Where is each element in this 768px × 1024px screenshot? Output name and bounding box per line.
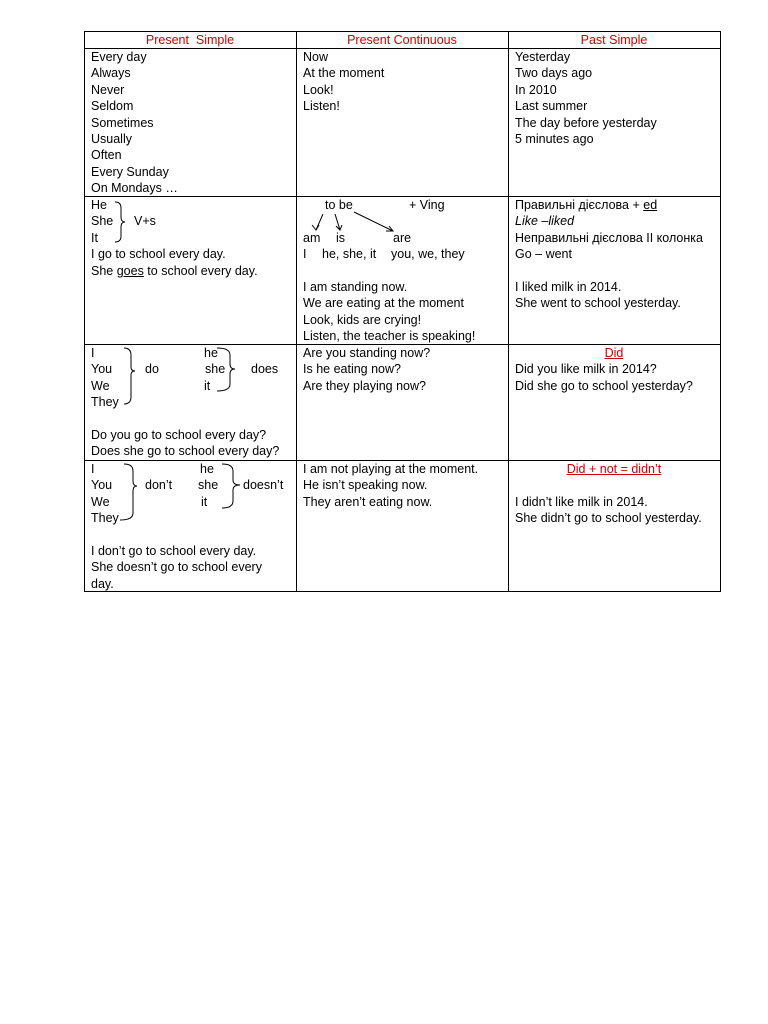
pronoun-she: She bbox=[91, 214, 114, 228]
example-sentence: She didn’t go to school yesterday. bbox=[515, 511, 702, 526]
example-sentence: She went to school yesterday. bbox=[515, 296, 681, 310]
list-item: The day before yesterday bbox=[515, 115, 657, 130]
pronoun-he: He bbox=[91, 198, 107, 212]
pronoun-you: You bbox=[91, 362, 113, 376]
pronoun-i: I bbox=[303, 247, 307, 261]
list-item: At the moment bbox=[303, 66, 385, 81]
example-sentence: I didn’t like milk in 2014. bbox=[515, 494, 648, 509]
header-present-continuous: Present Continuous bbox=[347, 33, 457, 47]
regular-verbs-rule: Правильні дієслова + ed bbox=[515, 198, 658, 212]
to-be-label: to be bbox=[325, 198, 353, 212]
pronoun-i: I bbox=[91, 462, 95, 476]
pronoun-it: It bbox=[91, 231, 98, 245]
list-item: In 2010 bbox=[515, 82, 557, 97]
is-label: is bbox=[336, 231, 346, 245]
pronoun-they: They bbox=[91, 511, 119, 525]
list-item: Now bbox=[303, 50, 329, 64]
example-sentence: They aren’t eating now. bbox=[303, 494, 433, 509]
pronoun-you-we-they: you, we, they bbox=[391, 247, 465, 261]
list-item: Last summer bbox=[515, 99, 588, 114]
list-item: On Mondays … bbox=[91, 181, 178, 196]
r1-present-continuous-markers bbox=[303, 49, 384, 115]
aux-dont: don’t bbox=[145, 478, 173, 492]
example-question: Do you go to school every day? bbox=[91, 428, 267, 442]
example-sentence: She goes to school every day. bbox=[91, 264, 258, 278]
pronoun-it: it bbox=[204, 379, 211, 393]
pronoun-he: he bbox=[200, 462, 214, 476]
r4-present-simple-negatives bbox=[84, 461, 296, 592]
tenses-table bbox=[84, 31, 721, 592]
list-item: Listen! bbox=[303, 99, 340, 114]
example-sentence: I don’t go to school every day. bbox=[91, 544, 257, 558]
header-present-simple: Present Simple bbox=[145, 33, 235, 47]
pronoun-she: she bbox=[198, 478, 219, 492]
example-sentence: I am standing now. bbox=[303, 280, 408, 294]
example-question: Did you like milk in 2014? bbox=[515, 362, 657, 377]
r4-present-continuous-negatives bbox=[303, 461, 478, 510]
r3-present-continuous-questions bbox=[303, 345, 430, 394]
example-sentence: I am not playing at the moment. bbox=[303, 462, 479, 476]
example-sentence: Listen, the teacher is speaking! bbox=[303, 329, 476, 343]
list-item: Usually bbox=[91, 132, 132, 147]
r2-present-simple-rule bbox=[84, 197, 296, 344]
example-sentence: I go to school every day. bbox=[91, 247, 226, 261]
did-label: Did bbox=[604, 346, 624, 360]
example-question: Did she go to school yesterday? bbox=[515, 378, 693, 393]
example-question: Are you standing now? bbox=[303, 346, 431, 360]
regular-verb-example: Like –liked bbox=[515, 214, 575, 228]
am-label: am bbox=[303, 231, 321, 245]
list-item: Often bbox=[91, 148, 122, 163]
spacer bbox=[508, 477, 720, 493]
example-question: Is he eating now? bbox=[303, 362, 401, 377]
list-item: Every day bbox=[91, 50, 147, 64]
pronoun-it: it bbox=[201, 495, 208, 509]
r2-present-continuous-rule bbox=[296, 197, 508, 344]
list-item: Two days ago bbox=[515, 66, 593, 81]
r2-past-simple-rule bbox=[508, 197, 720, 344]
pronoun-he-she-it: he, she, it bbox=[322, 247, 377, 261]
list-item: 5 minutes ago bbox=[515, 132, 594, 147]
rule-vs: V+s bbox=[134, 214, 156, 228]
example-question: Does she go to school every day? bbox=[91, 444, 280, 458]
pronoun-they: They bbox=[91, 395, 119, 409]
example-sentence: She doesn’t go to school every bbox=[91, 560, 262, 574]
example-question: Are they playing now? bbox=[303, 378, 426, 393]
list-item: Yesterday bbox=[515, 50, 571, 64]
list-item: Always bbox=[91, 66, 131, 81]
r1-present-simple-markers bbox=[91, 49, 178, 197]
aux-doesnt: doesn’t bbox=[243, 478, 284, 492]
irregular-verb-example: Go – went bbox=[515, 247, 572, 261]
pronoun-she: she bbox=[205, 362, 226, 376]
aux-do: do bbox=[145, 362, 159, 376]
didnt-rule: Did + not = didn’t bbox=[566, 462, 662, 476]
list-item: Look! bbox=[303, 82, 334, 97]
list-item: Never bbox=[91, 82, 125, 97]
pronoun-we: We bbox=[91, 379, 110, 393]
list-item: Seldom bbox=[91, 99, 134, 114]
pronoun-he: he bbox=[204, 346, 218, 360]
are-label: are bbox=[393, 231, 412, 245]
aux-does: does bbox=[251, 362, 279, 376]
example-sentence: Look, kids are crying! bbox=[303, 313, 422, 327]
list-item: Every Sunday bbox=[91, 164, 169, 179]
header-past-simple: Past Simple bbox=[580, 33, 648, 47]
list-item: Sometimes bbox=[91, 115, 154, 130]
ving-label: + Ving bbox=[409, 198, 445, 212]
pronoun-we: We bbox=[91, 495, 110, 509]
example-sentence: day. bbox=[91, 577, 114, 591]
pronoun-you: You bbox=[91, 478, 113, 492]
pronoun-i: I bbox=[91, 346, 95, 360]
example-sentence: We are eating at the moment bbox=[303, 296, 464, 310]
example-sentence: He isn’t speaking now. bbox=[303, 478, 428, 493]
example-sentence: I liked milk in 2014. bbox=[515, 280, 622, 294]
r3-past-simple-questions bbox=[508, 345, 720, 394]
irregular-verbs-rule: Неправильні дієслова ІІ колонка bbox=[515, 231, 703, 245]
r3-present-simple-questions bbox=[84, 345, 296, 460]
r4-past-simple-negatives bbox=[508, 461, 720, 527]
r1-past-simple-markers bbox=[515, 49, 657, 147]
